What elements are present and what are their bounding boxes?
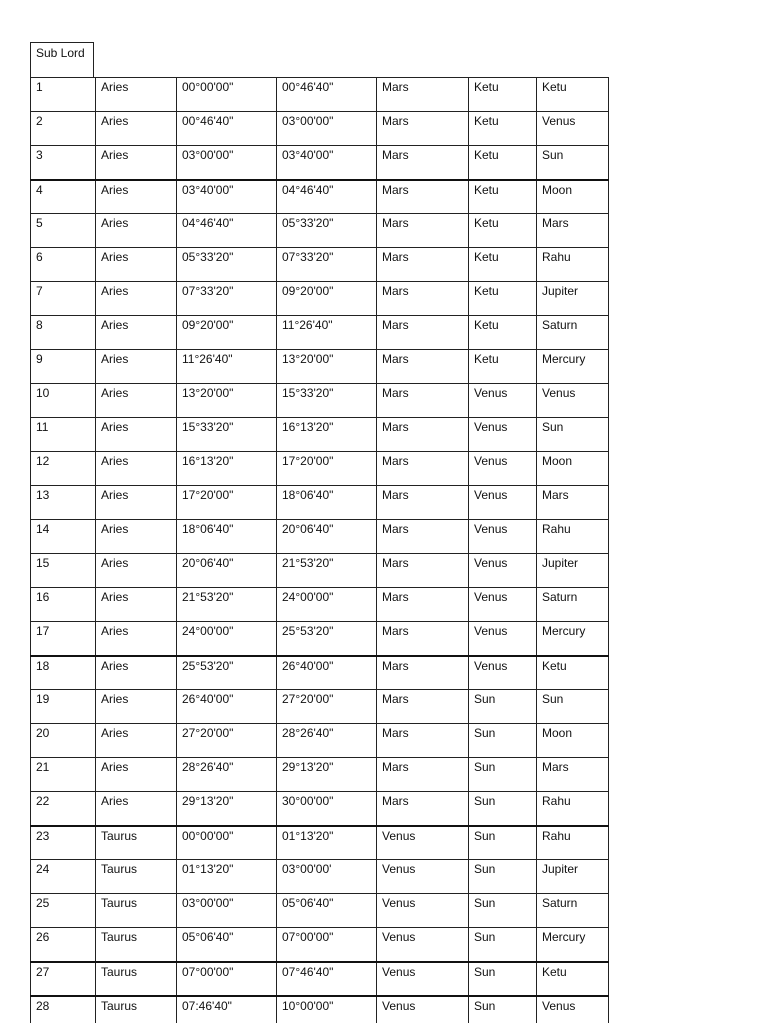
table-row <box>31 418 609 452</box>
cell-star-lord: Venus <box>469 384 537 418</box>
cell-index: 17 <box>31 622 96 656</box>
cell-end: 30°00'00" <box>277 792 377 826</box>
table-row <box>31 452 609 486</box>
cell-sign: Taurus <box>96 894 177 928</box>
cell-star-lord: Ketu <box>469 248 537 282</box>
cell-star-lord: Ketu <box>469 112 537 146</box>
cell-sub-lord: Moon <box>537 452 609 486</box>
cell-sub-lord: Mercury <box>537 350 609 384</box>
cell-sub-lord: Sun <box>537 146 609 180</box>
table-row <box>31 792 609 826</box>
cell-start: 27°20'00" <box>177 724 277 758</box>
cell-index: 5 <box>31 214 96 248</box>
cell-end: 03°00'00' <box>277 860 377 894</box>
cell-start: 01°13'20" <box>177 860 277 894</box>
cell-end: 15°33'20" <box>277 384 377 418</box>
cell-index: 16 <box>31 588 96 622</box>
cell-star-lord: Sun <box>469 928 537 962</box>
cell-sub-lord: Venus <box>537 112 609 146</box>
cell-start: 09°20'00" <box>177 316 277 350</box>
cell-sub-lord: Ketu <box>537 656 609 690</box>
cell-start: 28°26'40" <box>177 758 277 792</box>
cell-index: 6 <box>31 248 96 282</box>
cell-sign: Taurus <box>96 928 177 962</box>
cell-sub-lord: Sun <box>537 418 609 452</box>
cell-end: 27°20'00" <box>277 690 377 724</box>
cell-sign: Aries <box>96 248 177 282</box>
table-row <box>31 520 609 554</box>
cell-sign-lord: Mars <box>377 384 469 418</box>
cell-star-lord: Ketu <box>469 350 537 384</box>
cell-sign: Aries <box>96 282 177 316</box>
table-row <box>31 180 609 214</box>
cell-sign: Aries <box>96 180 177 214</box>
cell-sub-lord: Rahu <box>537 826 609 860</box>
cell-start: 00°00'00" <box>177 78 277 112</box>
table-row <box>31 112 609 146</box>
cell-sub-lord: Ketu <box>537 962 609 996</box>
table-row <box>31 656 609 690</box>
cell-sub-lord: Rahu <box>537 520 609 554</box>
cell-sign-lord: Mars <box>377 146 469 180</box>
cell-star-lord: Venus <box>469 656 537 690</box>
cell-sign: Taurus <box>96 860 177 894</box>
cell-sign-lord: Mars <box>377 690 469 724</box>
cell-index: 9 <box>31 350 96 384</box>
table-row <box>31 826 609 860</box>
cell-index: 26 <box>31 928 96 962</box>
cell-end: 17°20'00" <box>277 452 377 486</box>
cell-index: 12 <box>31 452 96 486</box>
cell-star-lord: Ketu <box>469 146 537 180</box>
cell-star-lord: Sun <box>469 690 537 724</box>
cell-start: 18°06'40" <box>177 520 277 554</box>
cell-sub-lord: Mars <box>537 486 609 520</box>
cell-sign-lord: Venus <box>377 894 469 928</box>
cell-sign: Taurus <box>96 826 177 860</box>
cell-sign-lord: Mars <box>377 282 469 316</box>
cell-end: 01°13'20" <box>277 826 377 860</box>
cell-start: 21°53'20" <box>177 588 277 622</box>
cell-sign-lord: Venus <box>377 962 469 996</box>
table-row <box>31 316 609 350</box>
cell-star-lord: Venus <box>469 452 537 486</box>
cell-end: 10°00'00" <box>277 996 377 1023</box>
cell-sign-lord: Mars <box>377 792 469 826</box>
table-row <box>31 928 609 962</box>
cell-sign-lord: Mars <box>377 418 469 452</box>
cell-sign-lord: Mars <box>377 248 469 282</box>
cell-index: 25 <box>31 894 96 928</box>
cell-sub-lord: Saturn <box>537 588 609 622</box>
cell-sub-lord: Moon <box>537 724 609 758</box>
cell-index: 14 <box>31 520 96 554</box>
cell-sign-lord: Mars <box>377 78 469 112</box>
cell-start: 15°33'20" <box>177 418 277 452</box>
table-row <box>31 894 609 928</box>
cell-sign-lord: Mars <box>377 316 469 350</box>
cell-sign-lord: Mars <box>377 350 469 384</box>
cell-sign: Aries <box>96 622 177 656</box>
cell-start: 17°20'00" <box>177 486 277 520</box>
cell-star-lord: Ketu <box>469 180 537 214</box>
cell-start: 07°33'20" <box>177 282 277 316</box>
cell-sign: Taurus <box>96 996 177 1023</box>
cell-sub-lord: Mars <box>537 214 609 248</box>
cell-end: 05°33'20" <box>277 214 377 248</box>
cell-sign: Taurus <box>96 962 177 996</box>
table-row <box>31 962 609 996</box>
cell-index: 3 <box>31 146 96 180</box>
cell-index: 20 <box>31 724 96 758</box>
cell-sign: Aries <box>96 214 177 248</box>
cell-end: 07°46'40" <box>277 962 377 996</box>
cell-index: 21 <box>31 758 96 792</box>
cell-index: 7 <box>31 282 96 316</box>
cell-start: 00°46'40" <box>177 112 277 146</box>
cell-sign-lord: Mars <box>377 486 469 520</box>
cell-sign: Aries <box>96 452 177 486</box>
cell-star-lord: Venus <box>469 554 537 588</box>
cell-index: 13 <box>31 486 96 520</box>
cell-end: 13°20'00" <box>277 350 377 384</box>
cell-star-lord: Ketu <box>469 282 537 316</box>
cell-end: 29°13'20" <box>277 758 377 792</box>
cell-start: 29°13'20" <box>177 792 277 826</box>
table-row <box>31 282 609 316</box>
cell-sub-lord: Ketu <box>537 78 609 112</box>
cell-sign: Aries <box>96 486 177 520</box>
cell-start: 03°00'00" <box>177 146 277 180</box>
cell-star-lord: Ketu <box>469 214 537 248</box>
cell-end: 28°26'40" <box>277 724 377 758</box>
cell-end: 25°53'20" <box>277 622 377 656</box>
cell-end: 18°06'40" <box>277 486 377 520</box>
cell-sign-lord: Venus <box>377 928 469 962</box>
table-row <box>31 622 609 656</box>
cell-start: 05°33'20" <box>177 248 277 282</box>
sub-lord-table <box>30 77 609 1023</box>
cell-end: 16°13'20" <box>277 418 377 452</box>
cell-sub-lord: Saturn <box>537 316 609 350</box>
cell-star-lord: Ketu <box>469 78 537 112</box>
cell-index: 27 <box>31 962 96 996</box>
cell-sign-lord: Venus <box>377 860 469 894</box>
cell-star-lord: Venus <box>469 520 537 554</box>
cell-start: 25°53'20" <box>177 656 277 690</box>
cell-sub-lord: Mercury <box>537 622 609 656</box>
cell-sign-lord: Venus <box>377 996 469 1023</box>
table-row <box>31 486 609 520</box>
table-row <box>31 248 609 282</box>
cell-sign-lord: Mars <box>377 588 469 622</box>
cell-sign-lord: Mars <box>377 520 469 554</box>
cell-index: 1 <box>31 78 96 112</box>
cell-star-lord: Sun <box>469 724 537 758</box>
cell-sign: Aries <box>96 316 177 350</box>
cell-star-lord: Sun <box>469 758 537 792</box>
cell-start: 16°13'20" <box>177 452 277 486</box>
table-row <box>31 860 609 894</box>
cell-start: 20°06'40" <box>177 554 277 588</box>
table-row <box>31 588 609 622</box>
cell-star-lord: Venus <box>469 588 537 622</box>
cell-sign: Aries <box>96 724 177 758</box>
table-row <box>31 690 609 724</box>
cell-end: 00°46'40" <box>277 78 377 112</box>
cell-index: 23 <box>31 826 96 860</box>
cell-star-lord: Sun <box>469 894 537 928</box>
cell-star-lord: Venus <box>469 418 537 452</box>
cell-star-lord: Venus <box>469 486 537 520</box>
cell-index: 2 <box>31 112 96 146</box>
cell-sub-lord: Rahu <box>537 792 609 826</box>
cell-index: 28 <box>31 996 96 1023</box>
cell-star-lord: Sun <box>469 962 537 996</box>
cell-end: 03°40'00" <box>277 146 377 180</box>
cell-sign: Aries <box>96 588 177 622</box>
table-row <box>31 350 609 384</box>
cell-start: 07°00'00" <box>177 962 277 996</box>
cell-start: 00°00'00" <box>177 826 277 860</box>
cell-end: 04°46'40" <box>277 180 377 214</box>
cell-start: 04°46'40" <box>177 214 277 248</box>
cell-star-lord: Venus <box>469 622 537 656</box>
cell-sub-lord: Moon <box>537 180 609 214</box>
cell-end: 24°00'00" <box>277 588 377 622</box>
table-row <box>31 78 609 112</box>
cell-sign-lord: Mars <box>377 758 469 792</box>
cell-index: 24 <box>31 860 96 894</box>
cell-sign: Aries <box>96 554 177 588</box>
cell-sub-lord: Jupiter <box>537 554 609 588</box>
cell-end: 03°00'00" <box>277 112 377 146</box>
cell-sign: Aries <box>96 520 177 554</box>
cell-start: 11°26'40" <box>177 350 277 384</box>
cell-sign: Aries <box>96 656 177 690</box>
cell-sign-lord: Mars <box>377 214 469 248</box>
cell-end: 07°33'20" <box>277 248 377 282</box>
cell-sub-lord: Venus <box>537 996 609 1023</box>
cell-star-lord: Ketu <box>469 316 537 350</box>
cell-star-lord: Sun <box>469 792 537 826</box>
table-row <box>31 554 609 588</box>
cell-index: 15 <box>31 554 96 588</box>
table-row <box>31 146 609 180</box>
table-row <box>31 724 609 758</box>
cell-index: 19 <box>31 690 96 724</box>
cell-start: 13°20'00" <box>177 384 277 418</box>
cell-sign: Aries <box>96 758 177 792</box>
cell-start: 05°06'40" <box>177 928 277 962</box>
cell-sign-lord: Mars <box>377 622 469 656</box>
table-row <box>31 384 609 418</box>
sub-lord-header: Sub Lord <box>30 42 94 77</box>
cell-sub-lord: Saturn <box>537 894 609 928</box>
cell-sub-lord: Rahu <box>537 248 609 282</box>
cell-end: 20°06'40" <box>277 520 377 554</box>
cell-index: 22 <box>31 792 96 826</box>
cell-sign: Aries <box>96 384 177 418</box>
cell-end: 26°40'00" <box>277 656 377 690</box>
cell-sign: Aries <box>96 418 177 452</box>
cell-index: 8 <box>31 316 96 350</box>
cell-sign-lord: Mars <box>377 656 469 690</box>
cell-end: 07°00'00" <box>277 928 377 962</box>
cell-sub-lord: Venus <box>537 384 609 418</box>
cell-star-lord: Sun <box>469 860 537 894</box>
cell-star-lord: Sun <box>469 826 537 860</box>
cell-sign: Aries <box>96 350 177 384</box>
cell-start: 24°00'00" <box>177 622 277 656</box>
cell-end: 21°53'20" <box>277 554 377 588</box>
cell-sign-lord: Venus <box>377 826 469 860</box>
table-row <box>31 996 609 1023</box>
cell-sign-lord: Mars <box>377 554 469 588</box>
table-row <box>31 214 609 248</box>
cell-start: 03°00'00" <box>177 894 277 928</box>
cell-sub-lord: Jupiter <box>537 282 609 316</box>
cell-start: 03°40'00" <box>177 180 277 214</box>
cell-index: 18 <box>31 656 96 690</box>
cell-sign-lord: Mars <box>377 724 469 758</box>
cell-sign-lord: Mars <box>377 112 469 146</box>
cell-sub-lord: Mars <box>537 758 609 792</box>
cell-start: 07:46'40" <box>177 996 277 1023</box>
cell-sign-lord: Mars <box>377 180 469 214</box>
cell-start: 26°40'00" <box>177 690 277 724</box>
cell-sign: Aries <box>96 146 177 180</box>
cell-sign: Aries <box>96 690 177 724</box>
cell-sub-lord: Sun <box>537 690 609 724</box>
cell-index: 4 <box>31 180 96 214</box>
cell-sign-lord: Mars <box>377 452 469 486</box>
cell-sign: Aries <box>96 112 177 146</box>
cell-index: 11 <box>31 418 96 452</box>
cell-sub-lord: Jupiter <box>537 860 609 894</box>
cell-index: 10 <box>31 384 96 418</box>
table-row <box>31 758 609 792</box>
table-body <box>31 78 609 1023</box>
cell-end: 11°26'40" <box>277 316 377 350</box>
cell-end: 05°06'40" <box>277 894 377 928</box>
cell-sign: Aries <box>96 78 177 112</box>
cell-sub-lord: Mercury <box>537 928 609 962</box>
cell-star-lord: Sun <box>469 996 537 1023</box>
cell-end: 09°20'00" <box>277 282 377 316</box>
cell-sign: Aries <box>96 792 177 826</box>
